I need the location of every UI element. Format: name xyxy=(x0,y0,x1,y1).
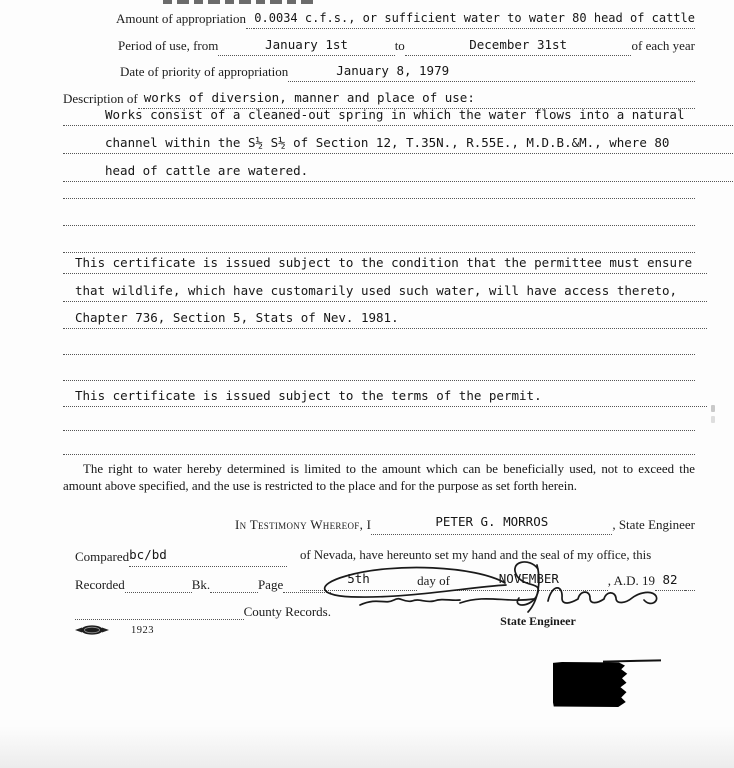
signature-ink xyxy=(298,556,670,616)
blank-line xyxy=(63,352,695,355)
testimony-intro-suffix: , State Engineer xyxy=(612,517,695,532)
description-line-1 xyxy=(63,106,734,126)
county-records-row xyxy=(75,604,331,620)
stamp-row xyxy=(75,624,215,636)
description-line-3 xyxy=(63,162,734,182)
recorded-label: Recorded xyxy=(75,577,125,592)
compared-row xyxy=(75,548,287,567)
period-label: Period of use, from xyxy=(118,38,219,53)
stamp-year: 1923 xyxy=(131,624,154,636)
description-text-1: Works consist of a cleaned-out spring in which the water flows into a natural xyxy=(105,107,685,122)
description-line-2 xyxy=(63,134,734,154)
description-label: Description of xyxy=(63,91,138,106)
blank-line xyxy=(63,452,695,455)
description-text-2: channel within the S½ S½ of Section 12, T.35N., R.55E., M.D.B.&M., where 80 xyxy=(105,135,670,150)
description-value: works of diversion, manner and place of use: xyxy=(143,90,475,105)
engineer-name: PETER G. MORROS xyxy=(435,514,549,529)
union-label-stamp-icon xyxy=(75,624,109,636)
terms-text: This certificate is issued subject to the terms of the permit. xyxy=(75,388,542,403)
terms-line xyxy=(63,387,707,407)
dotted-blank xyxy=(125,577,192,593)
testimony-line2-text: of Nevada, have hereunto set my hand and the seal of my office, this xyxy=(300,548,652,562)
scan-artifact xyxy=(711,405,715,412)
month-value: NOVEMBER xyxy=(498,571,559,586)
period-from-line xyxy=(218,37,394,56)
rights-paragraph: The right to water hereby determined is limited to the amount which can be beneficially used, not to exceed the amount above specified, and the use is restricted to the place and for the purpose as set forth herein. xyxy=(63,462,695,493)
day-value: 5th xyxy=(347,571,370,586)
clipped-text-fragment xyxy=(163,0,313,4)
compared-value: bc/bd xyxy=(129,547,167,562)
page-label: Page xyxy=(257,577,284,592)
signature-caption xyxy=(478,612,598,630)
county-records-label: County Records. xyxy=(243,604,331,619)
testimony-row xyxy=(63,516,695,535)
blank-line xyxy=(63,223,695,226)
condition-text-1: This certificate is issued subject to the condition that the permittee must ensure xyxy=(75,255,693,270)
day-of-label: day of xyxy=(417,573,450,588)
condition-text-3: Chapter 736, Section 5, Stats of Nev. 1981. xyxy=(75,310,399,325)
description-text-3: head of cattle are watered. xyxy=(105,163,309,178)
condition-text-2: that wildlife, which have customarily used such water, will have access thereto, xyxy=(75,283,678,298)
dotted-gap xyxy=(685,572,695,591)
blank-line xyxy=(63,196,695,199)
blank-line xyxy=(63,250,695,253)
priority-date-row xyxy=(63,63,695,82)
ad-label: , A.D. 19 xyxy=(607,573,655,588)
recorded-row xyxy=(75,577,331,593)
signature-caption-text: State Engineer xyxy=(500,614,576,628)
period-to-value: December 31st xyxy=(469,37,568,52)
period-of-use-row xyxy=(63,37,695,56)
page-bottom-shadow xyxy=(0,726,734,768)
amount-of-appropriation-row xyxy=(63,10,695,29)
amount-value: 0.0034 c.f.s., or sufficient water to water 80 head of cattle xyxy=(254,11,695,25)
amount-value-line xyxy=(254,10,695,29)
certificate-document xyxy=(63,0,695,768)
period-suffix: of each year xyxy=(631,38,695,53)
dotted-blank xyxy=(75,604,244,620)
signature-scrawl xyxy=(298,556,670,616)
period-to-line xyxy=(405,37,632,56)
blank-line xyxy=(63,428,695,431)
condition-line-2 xyxy=(63,282,707,302)
period-from-value: January 1st xyxy=(265,37,348,52)
blank-line xyxy=(63,378,695,381)
condition-line-3 xyxy=(63,309,707,329)
testimony-intro: In Testimony Whereof, I xyxy=(235,517,372,532)
engineer-name-line xyxy=(371,516,612,535)
dotted-blank xyxy=(210,577,258,593)
year-value: 82 xyxy=(662,572,678,587)
redaction-block xyxy=(553,662,628,707)
priority-label: Date of priority of appropriation xyxy=(120,64,289,79)
compared-value-line xyxy=(129,548,287,567)
redaction-stray-line xyxy=(603,659,661,662)
period-to-label: to xyxy=(394,38,405,53)
bk-label: Bk. xyxy=(191,577,211,592)
condition-line-1 xyxy=(63,254,707,274)
compared-label: Compared xyxy=(75,549,130,564)
priority-value-line xyxy=(288,63,695,82)
amount-label: Amount of appropriation xyxy=(116,11,246,26)
scan-artifact xyxy=(711,416,715,423)
priority-value: January 8, 1979 xyxy=(336,63,450,78)
